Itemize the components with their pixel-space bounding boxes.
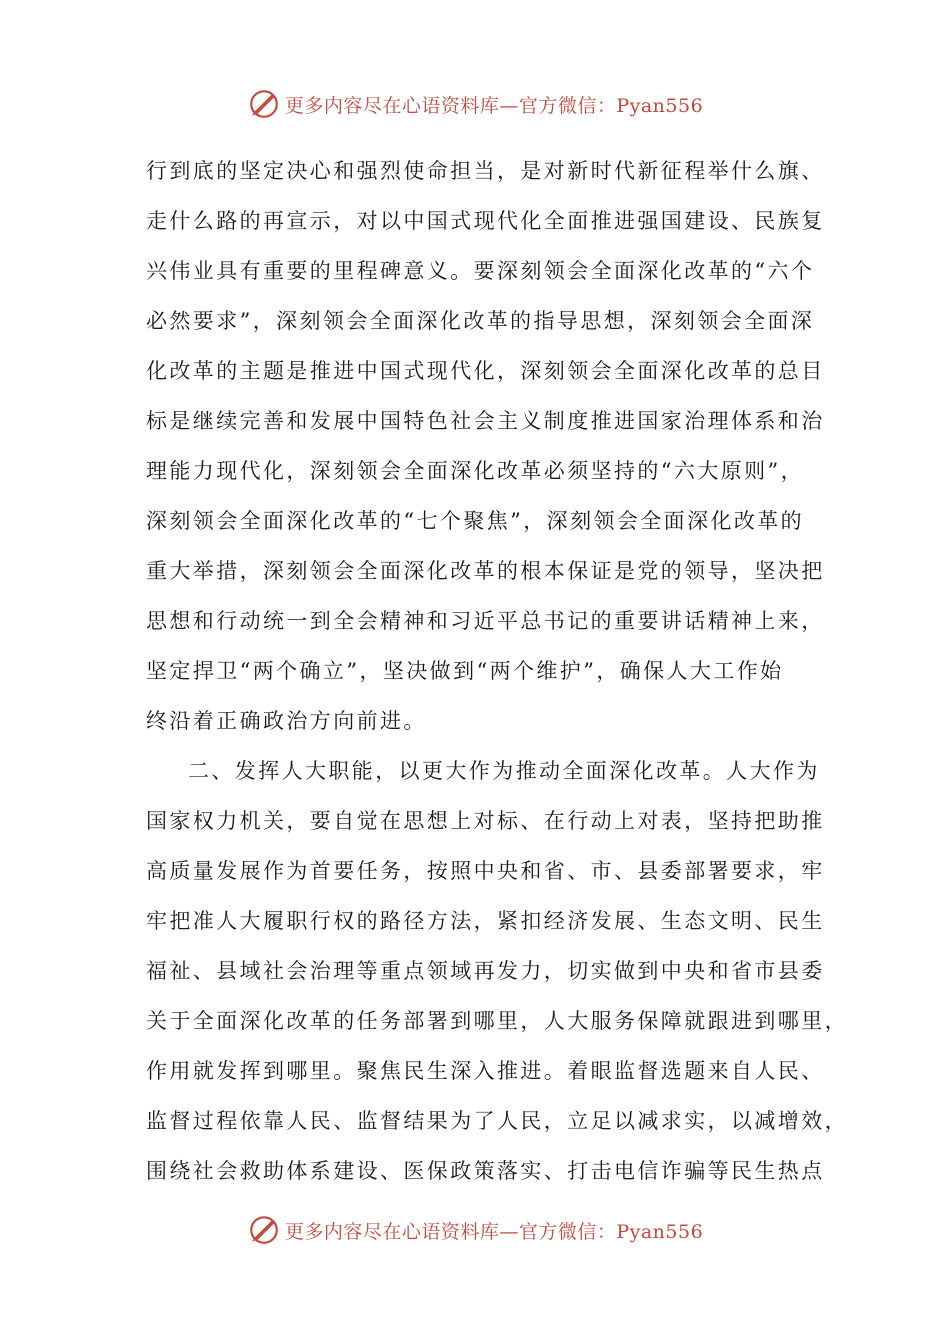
paragraph <box>146 146 825 746</box>
text-line: 标是继续完善和发展中国特色社会主义制度推进国家治理体系和治 <box>146 409 825 433</box>
text-line: 福祉、县域社会治理等重点领域再发力，切实做到中央和省市县委 <box>146 959 825 983</box>
text-line: 坚定捍卫“两个确立”，坚决做到“两个维护”，确保人大工作始 <box>146 659 784 683</box>
text-line: 监督过程依靠人民、监督结果为了人民，立足以减求实，以减增效， <box>146 1109 848 1133</box>
paragraph <box>146 746 848 1196</box>
text-line: 理能力现代化，深刻领会全面深化改革必须坚持的“六大原则”， <box>146 459 805 483</box>
text-line: 高质量发展作为首要任务，按照中央和省、市、县委部署要求，牢 <box>146 859 825 883</box>
document-body <box>146 146 848 1196</box>
footer-watermark <box>0 1210 950 1250</box>
text-line: 兴伟业具有重要的里程碑意义。要深刻领会全面深化改革的“六个 <box>146 259 815 283</box>
text-line: 关于全面深化改革的任务部署到哪里，人大服务保障就跟进到哪里， <box>146 1009 848 1033</box>
pen-logo-icon <box>247 87 281 121</box>
text-line: 围绕社会救助体系建设、医保政策落实、打击电信诈骗等民生热点 <box>146 1159 825 1183</box>
text-line: 终沿着正确政治方向前进。 <box>146 709 427 733</box>
text-line: 牢把准人大履职行权的路径方法，紧扣经济发展、生态文明、民生 <box>146 909 825 933</box>
text-line: 国家权力机关，要自觉在思想上对标、在行动上对表，坚持把助推 <box>146 809 825 833</box>
text-line: 二、发挥人大职能，以更大作为推动全面深化改革。人大作为 <box>188 759 820 783</box>
text-line: 必然要求”，深刻领会全面深化改革的指导思想，深刻领会全面深 <box>146 309 815 333</box>
text-line: 重大举措，深刻领会全面深化改革的根本保证是党的领导，坚决把 <box>146 559 825 583</box>
text-line: 走什么路的再宣示，对以中国式现代化全面推进强国建设、民族复 <box>146 209 825 233</box>
text-line: 深刻领会全面深化改革的“七个聚焦”，深刻领会全面深化改革的 <box>146 509 805 533</box>
text-line: 思想和行动统一到全会精神和习近平总书记的重要讲话精神上来， <box>146 609 825 633</box>
pen-logo-icon <box>247 1213 281 1247</box>
text-line: 作用就发挥到哪里。聚焦民生深入推进。着眼监督选题来自人民、 <box>146 1059 825 1083</box>
header-watermark <box>0 84 950 124</box>
text-line: 化改革的主题是推进中国式现代化，深刻领会全面深化改革的总目 <box>146 359 825 383</box>
watermark-text: 更多内容尽在心语资料库—官方微信：Pyan556 <box>284 1220 704 1243</box>
text-line: 行到底的坚定决心和强烈使命担当，是对新时代新征程举什么旗、 <box>146 159 825 183</box>
watermark-text: 更多内容尽在心语资料库—官方微信：Pyan556 <box>284 94 704 117</box>
